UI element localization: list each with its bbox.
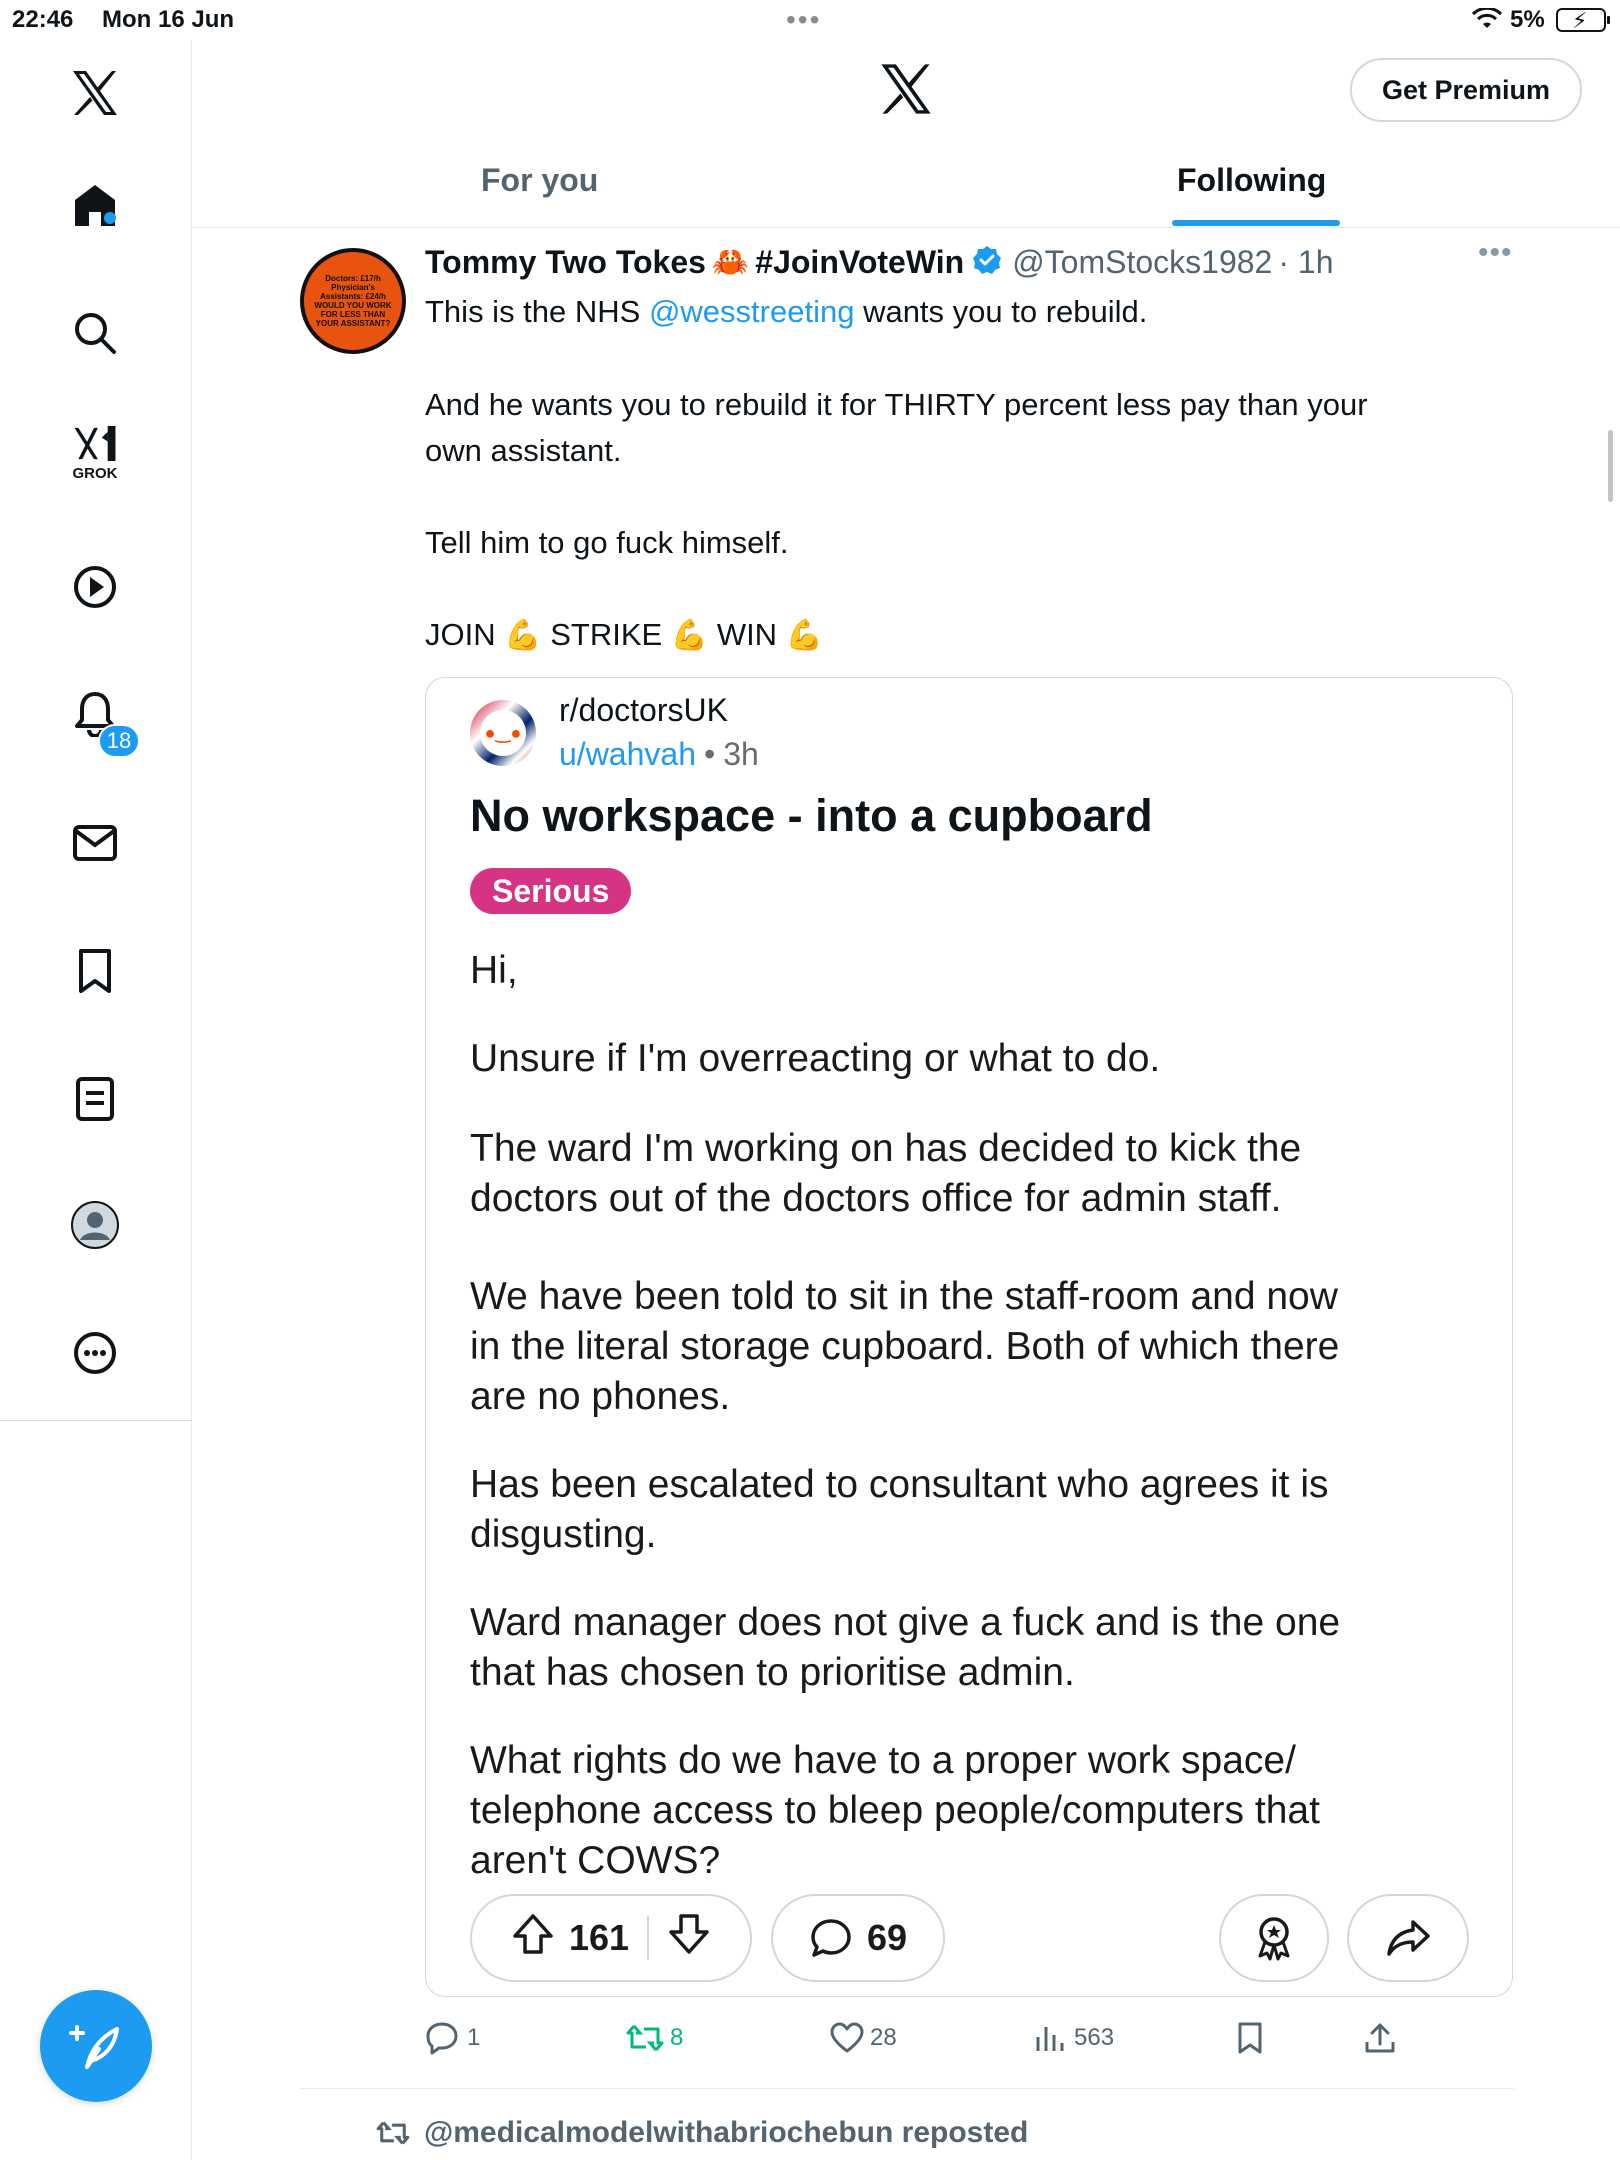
reposted-by-text: @medicalmodelwithabriochebun reposted [424, 2116, 1029, 2149]
vote-control [470, 1894, 752, 1982]
post-body-paragraph [470, 1598, 1340, 1698]
search-icon [73, 311, 117, 355]
tab-for-you[interactable]: For you [481, 162, 599, 198]
active-tab-indicator [1172, 220, 1340, 226]
reddit-post-time: 3h [723, 736, 759, 772]
post-body-paragraph [470, 946, 518, 996]
heart-icon [830, 2022, 864, 2054]
get-premium-button[interactable]: Get Premium [1350, 58, 1582, 122]
tweet-text-line: own assistant. [425, 433, 622, 468]
reddit-post-title: No workspace - into a cupboard [470, 790, 1153, 841]
upvote-arrow-icon[interactable] [511, 1912, 555, 1965]
reply-button[interactable] [425, 2016, 480, 2060]
tweet-text-line [425, 289, 1147, 335]
compose-post-button[interactable] [40, 1990, 152, 2102]
multitasking-dots-icon[interactable]: ••• [786, 4, 822, 35]
bookmark-tweet-button[interactable] [1236, 2016, 1264, 2060]
feed-divider [300, 2088, 1514, 2089]
avatar-text-line: Doctors: £17/h [325, 274, 381, 283]
sidebar-item-bookmarks[interactable] [66, 942, 124, 1000]
author-hashtag: #JoinVoteWin [755, 243, 965, 280]
bookmark-icon [75, 948, 115, 994]
comment-count: 69 [866, 1917, 908, 1958]
reply-icon [425, 2021, 459, 2055]
battery-icon [1556, 8, 1606, 32]
compose-feather-icon [69, 2019, 123, 2073]
play-icon [72, 564, 118, 610]
post-body-paragraph [470, 1034, 1160, 1084]
sidebar-item-video[interactable] [66, 558, 124, 616]
reply-count: 1 [467, 2024, 481, 2051]
reddit-username: u/wahvah [559, 736, 696, 772]
sidebar-item-grok[interactable] [66, 424, 124, 482]
wifi-icon [1472, 8, 1502, 35]
post-body-line: Ward manager does not give a fuck and is the one [470, 1601, 1341, 1644]
mention-link[interactable]: @wesstreeting [648, 294, 855, 329]
repost-button[interactable] [626, 2016, 683, 2060]
slogan-word: JOIN [425, 617, 496, 652]
grok-icon [72, 424, 118, 463]
downvote-arrow-icon[interactable] [667, 1912, 711, 1965]
sidebar-item-home[interactable] [66, 176, 124, 234]
award-icon [1252, 1914, 1296, 1962]
upvote-count: 161 [568, 1917, 630, 1958]
status-bar [0, 0, 1620, 40]
sidebar-item-messages[interactable] [66, 814, 124, 872]
views-button[interactable] [1034, 2016, 1114, 2060]
subreddit-avatar [470, 700, 536, 766]
post-body-line: disgusting. [470, 1513, 657, 1556]
post-body-line: Has been escalated to consultant who agrees it is [470, 1463, 1329, 1506]
post-body-line: telephone access to bleep people/computers that [470, 1789, 1320, 1832]
post-body-line: We have been told to sit in the staff-room and now [470, 1275, 1338, 1318]
post-body-line: are no phones. [470, 1375, 731, 1418]
home-unread-dot [104, 212, 116, 224]
like-button[interactable] [830, 2016, 897, 2060]
repost-icon [626, 2023, 664, 2053]
post-body-line: What rights do we have to a proper work space/ [470, 1739, 1296, 1782]
post-body-line: aren't COWS? [470, 1839, 721, 1882]
bookmark-icon [1236, 2021, 1264, 2055]
mail-icon [72, 823, 118, 863]
flexed-bicep-emoji-icon: 💪 [785, 619, 824, 652]
tweet-header [425, 240, 1333, 284]
x-logo-icon[interactable] [66, 64, 124, 122]
tweet-text-line: Tell him to go fuck himself. [425, 525, 789, 560]
post-body-line: in the literal storage cupboard. Both of which there [470, 1325, 1340, 1368]
scrollbar-thumb[interactable] [1608, 430, 1613, 502]
flexed-bicep-emoji-icon: 💪 [504, 619, 542, 652]
award-button[interactable] [1219, 1894, 1329, 1982]
sidebar-item-lists[interactable] [66, 1070, 124, 1128]
repost-count: 8 [670, 2024, 684, 2051]
author-name[interactable]: Tommy Two Tokes [425, 243, 706, 280]
sidebar-item-more[interactable] [66, 1324, 124, 1382]
subreddit-name: r/doctorsUK [559, 692, 728, 728]
upload-share-icon [1364, 2022, 1396, 2054]
tweet-text-line: And he wants you to rebuild it for THIRTY percent less pay than your [425, 387, 1368, 422]
vote-divider [647, 1916, 649, 1960]
post-body-line: doctors out of the doctors office for admin staff. [470, 1177, 1282, 1220]
post-body-paragraph [470, 1272, 1339, 1422]
repost-context[interactable] [376, 2116, 1028, 2150]
tab-following[interactable]: Following [1177, 162, 1327, 198]
post-body-line: that has chosen to prioritise admin. [470, 1651, 1075, 1694]
post-body-paragraph [470, 1460, 1329, 1560]
list-icon [75, 1076, 115, 1122]
reddit-snoo-icon: ●‿● [480, 710, 526, 756]
status-time: 22:46 [12, 6, 74, 33]
share-button[interactable] [1347, 1894, 1469, 1982]
repost-icon [376, 2120, 410, 2146]
avatar-text-line: Assistants: £24/h [320, 292, 386, 301]
reddit-user-line [559, 736, 759, 773]
x-header-logo-icon[interactable] [878, 62, 934, 121]
quoted-media-card[interactable] [425, 677, 1513, 1997]
avatar-text-line: FOR LESS THAN [320, 310, 386, 319]
grok-label: GROK [72, 465, 118, 482]
comments-button[interactable] [771, 1894, 945, 1982]
post-body-line: Unsure if I'm overreacting or what to do. [470, 1037, 1161, 1080]
notification-count-badge: 18 [98, 724, 140, 758]
tweet-text: This is the NHS [425, 294, 649, 329]
more-icon [72, 1330, 118, 1376]
author-handle[interactable]: @TomStocks1982 [1012, 243, 1273, 280]
sidebar-item-profile[interactable] [66, 1196, 124, 1254]
post-flair-badge: Serious [470, 868, 631, 914]
share-arrow-icon [1385, 1918, 1431, 1958]
post-body-paragraph [470, 1736, 1320, 1886]
post-body-line: Hi, [470, 949, 518, 992]
post-body-paragraph [470, 1124, 1301, 1224]
separator-dot: • [703, 736, 716, 772]
tweet-more-options-icon[interactable]: ••• [1478, 236, 1513, 269]
tweet-text: wants you to rebuild. [854, 294, 1148, 329]
comment-bubble-icon [809, 1916, 853, 1960]
avatar-text-line: WOULD YOU WORK [314, 301, 392, 310]
like-count: 28 [870, 2024, 897, 2051]
sidebar-divider [0, 1420, 192, 1421]
flexed-bicep-emoji-icon: 💪 [670, 619, 709, 652]
slogan-word: STRIKE [550, 617, 663, 652]
tweet-time[interactable]: · 1h [1278, 243, 1334, 280]
avatar-text-line: Physician's [331, 283, 375, 292]
share-tweet-button[interactable] [1364, 2016, 1396, 2060]
verified-badge-icon [972, 245, 1002, 280]
sidebar [0, 40, 192, 2160]
crab-emoji-icon: 🦀 [711, 245, 750, 279]
tweet-slogan [425, 612, 823, 659]
avatar-icon [70, 1200, 120, 1250]
slogan-word: WIN [716, 617, 778, 652]
battery-percent: 5% [1510, 6, 1545, 33]
author-avatar[interactable] [300, 248, 406, 354]
status-date: Mon 16 Jun [102, 6, 235, 33]
post-body-line: The ward I'm working on has decided to kick the [470, 1127, 1302, 1170]
sidebar-item-search[interactable] [66, 304, 124, 362]
charging-bolt-icon: ⚡ [1572, 8, 1588, 33]
avatar-text-line: YOUR ASSISTANT? [315, 319, 391, 328]
timeline-tabs [192, 140, 1620, 228]
analytics-bars-icon [1034, 2023, 1066, 2053]
view-count: 563 [1074, 2024, 1115, 2051]
